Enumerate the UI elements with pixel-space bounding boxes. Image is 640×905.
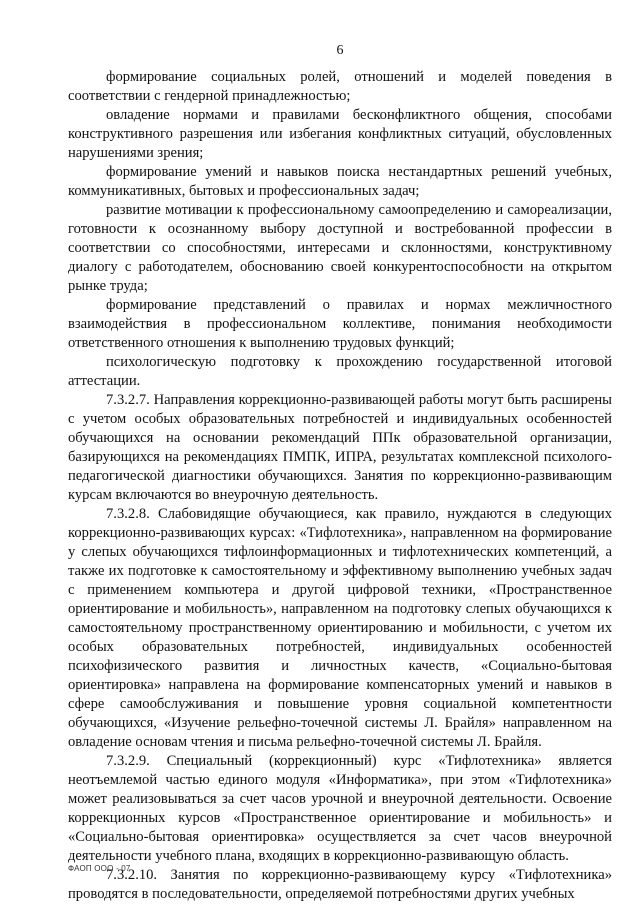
- paragraph-professional-motivation: развитие мотивации к профессиональному самоопределению и самореализации, готовности к осознанному выбору доступной и востребованной профессии в соответствии со способностями, интересами и склонностями, конструктивному диалогу с работодателем, обоснованию своей конкурентоспособности на открытом рынке труда;: [68, 202, 612, 294]
- paragraph-7-3-2-8: 7.3.2.8. Слабовидящие обучающиеся, как правило, нуждаются в следующих коррекционно-развивающих курсах: «Тифлотехника», направленном на формирование у слепых обучающихся тифлоинформационных и тифлотехнических компетенций, а также их подготовке к самостоятельному и эффективному выполнению учебных задач с применением компьютера и другой цифровой техники, «Пространственное ориентирование и мобильность», направленном на подготовку слепых обучающихся к самостоятельному пространственному ориентированию и мобильности, с учетом их особых образовательных потребностей, индивидуальных особенностей психофизического развития и личностных качеств, «Социально-бытовая ориентировка» направлена на формирование компенсаторных умений и навыков в сфере самообслуживания и повышение уровня социальной компетентности обучающихся, «Изучение рельефно-точечной системы Л. Брайля» направленном на овладение основам чтения и письма рельефно-точечной системы Л. Брайля.: [68, 506, 612, 750]
- paragraph-non-standard-solutions: формирование умений и навыков поиска нестандартных решений учебных, коммуникативных, бытовых и профессиональных задач;: [68, 164, 612, 199]
- paragraph-7-3-2-9: 7.3.2.9. Специальный (коррекционный) курс «Тифлотехника» является неотъемлемой частью единого модуля «Информатика», при этом «Тифлотехника» может реализовываться за счет часов урочной и внеурочной деятельности. Освоение коррекционных курсов «Пространственное ориентирование и мобильность» и «Социально-бытовая ориентировка» осуществляется за счет часов внеурочной деятельности учебного плана, входящих в коррекционно-развивающую область.: [68, 753, 612, 864]
- paragraph-7-3-2-10: 7.3.2.10. Занятия по коррекционно-развивающему курсу «Тифлотехника» проводятся в последовательности, определяемой потребностями других учебных: [68, 867, 612, 902]
- page-number: 6: [336, 43, 344, 58]
- document-body: [68, 68, 612, 904]
- paragraph-7-3-2-7: 7.3.2.7. Направления коррекционно-развивающей работы могут быть расширены с учетом особых образовательных потребностей и индивидуальных особенностей обучающихся на основании рекомендаций ППк образовательной организации, базирующихся на рекомендациях ПМПК, ИПРА, результатах комплексной психолого-педагогической диагностики обучающихся. Занятия по коррекционно-развивающим курсам включаются во внеурочную деятельность.: [68, 392, 612, 503]
- paragraph-conflict-free-communication: овладение нормами и правилами бесконфликтного общения, способами конструктивного разрешения или избегания конфликтных ситуаций, обусловленных нарушениями зрения;: [68, 107, 612, 161]
- paragraph-interpersonal-norms: формирование представлений о правилах и нормах межличностного взаимодействия в профессиональном коллективе, понимания необходимости ответственного отношения к выполнению трудовых функций;: [68, 297, 612, 351]
- paragraph-exam-preparation: психологическую подготовку к прохождению государственной итоговой аттестации.: [68, 354, 612, 389]
- paragraph-gender-roles: формирование социальных ролей, отношений и моделей поведения в соответствии с гендерной принадлежностью;: [68, 69, 612, 104]
- footer-document-code: ФАОП ООО - 07: [68, 864, 131, 873]
